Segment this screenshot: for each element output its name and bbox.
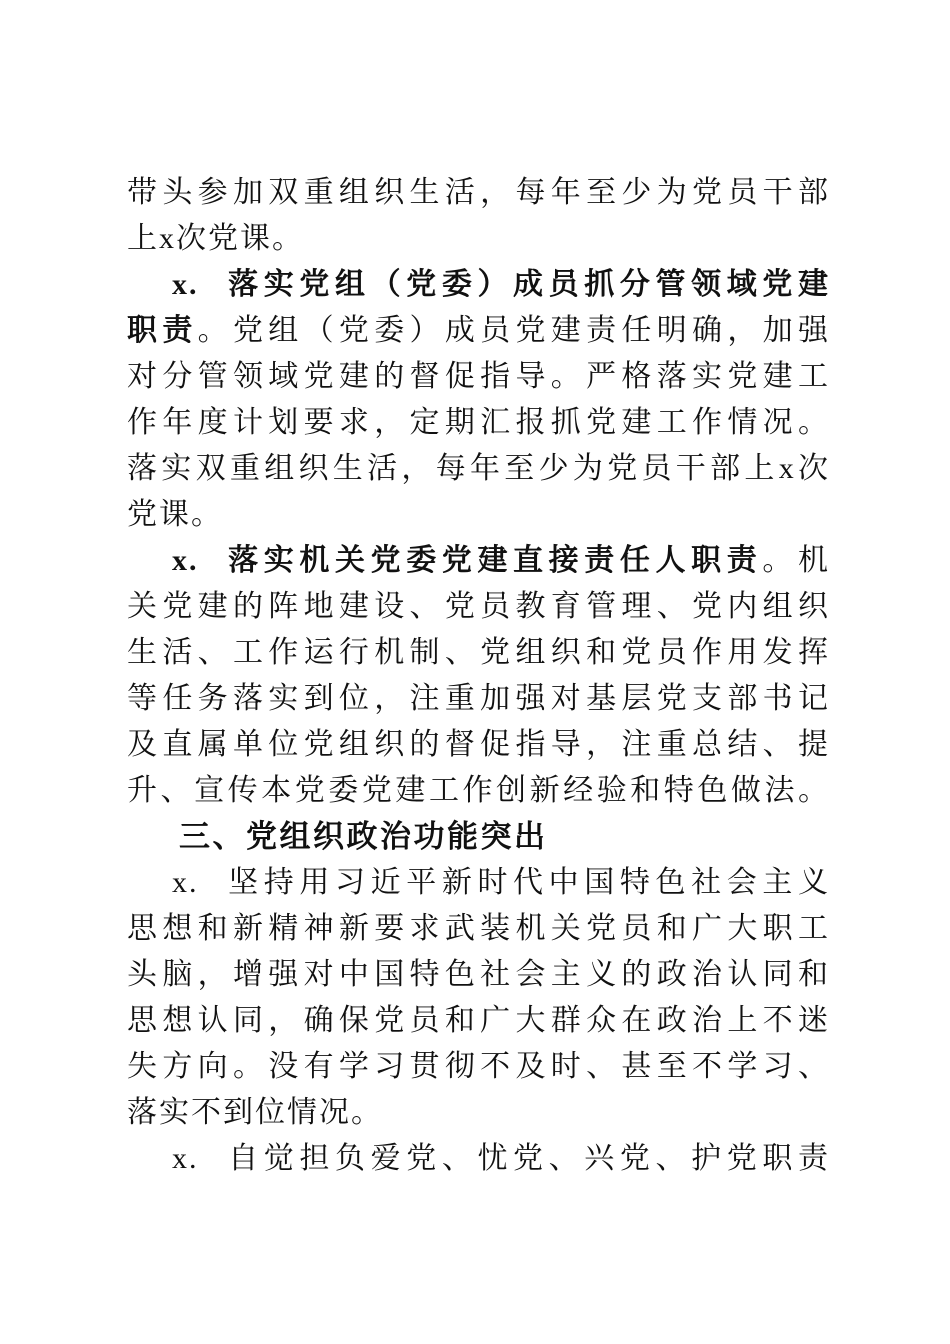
text-line: [127, 538, 830, 584]
text-line: [127, 400, 830, 446]
text-segment: 等任务落实到位，注重加强对基层党支部书记: [127, 682, 830, 715]
text-line: [127, 1090, 830, 1136]
text-segment: 坚持用习近平新时代中国特色社会主义: [224, 866, 830, 899]
text-segment: 及直属单位党组织的督促指导，注重总结、提: [127, 728, 830, 761]
text-segment: 。机: [762, 544, 831, 577]
text-line: [127, 906, 830, 952]
text-line: [127, 768, 830, 814]
text-segment: 头脑，增强对中国特色社会主义的政治认同和: [127, 958, 830, 991]
text-line: [127, 354, 830, 400]
text-line: [127, 1044, 830, 1090]
list-marker: x.: [172, 866, 199, 899]
text-line: [127, 630, 830, 676]
bold-text-segment: 职责: [127, 314, 198, 347]
text-line: [127, 584, 830, 630]
text-line: [127, 952, 830, 998]
bold-text-segment: 三、党组织政治功能突出: [179, 819, 548, 854]
document-body: [127, 170, 830, 1182]
text-segment: 党课。: [127, 498, 223, 531]
text-segment: 上x次党课。: [127, 222, 304, 255]
text-line: [127, 492, 830, 538]
bold-text-segment: 落实机关党委党建直接责任人职责: [224, 544, 763, 577]
list-marker: x.: [172, 544, 199, 577]
text-line: [127, 446, 830, 492]
text-line: [127, 676, 830, 722]
text-segment: 失方向。没有学习贯彻不及时、甚至不学习、: [127, 1050, 830, 1083]
text-segment: 思想认同，确保党员和广大群众在政治上不迷: [127, 1004, 830, 1037]
text-line: [127, 308, 830, 354]
text-segment: 生活、工作运行机制、党组织和党员作用发挥: [127, 636, 830, 669]
text-line: [127, 1136, 830, 1182]
text-segment: 。党组（党委）成员党建责任明确，加强: [197, 314, 831, 347]
bold-text-segment: 落实党组（党委）成员抓分管领域党建: [224, 268, 830, 301]
text-segment: 对分管领域党建的督促指导。严格落实党建工: [127, 360, 830, 393]
text-line: [127, 170, 830, 216]
list-marker: x.: [172, 1142, 199, 1175]
text-segment: 落实双重组织生活，每年至少为党员干部上x次: [127, 452, 830, 485]
text-segment: 升、宣传本党委党建工作创新经验和特色做法。: [127, 774, 830, 807]
text-segment: 作年度计划要求，定期汇报抓党建工作情况。: [127, 406, 830, 439]
text-segment: 带头参加双重组织生活，每年至少为党员干部: [127, 176, 830, 209]
text-segment: 关党建的阵地建设、党员教育管理、党内组织: [127, 590, 830, 623]
text-line: [127, 262, 830, 308]
section-heading: [127, 814, 830, 860]
list-marker: x.: [172, 268, 199, 301]
text-segment: 思想和新精神新要求武装机关党员和广大职工: [127, 912, 830, 945]
text-line: [127, 216, 830, 262]
text-line: [127, 722, 830, 768]
text-line: [127, 998, 830, 1044]
text-segment: 自觉担负爱党、忧党、兴党、护党职责: [224, 1142, 830, 1175]
text-segment: 落实不到位情况。: [127, 1096, 383, 1129]
text-line: [127, 860, 830, 906]
